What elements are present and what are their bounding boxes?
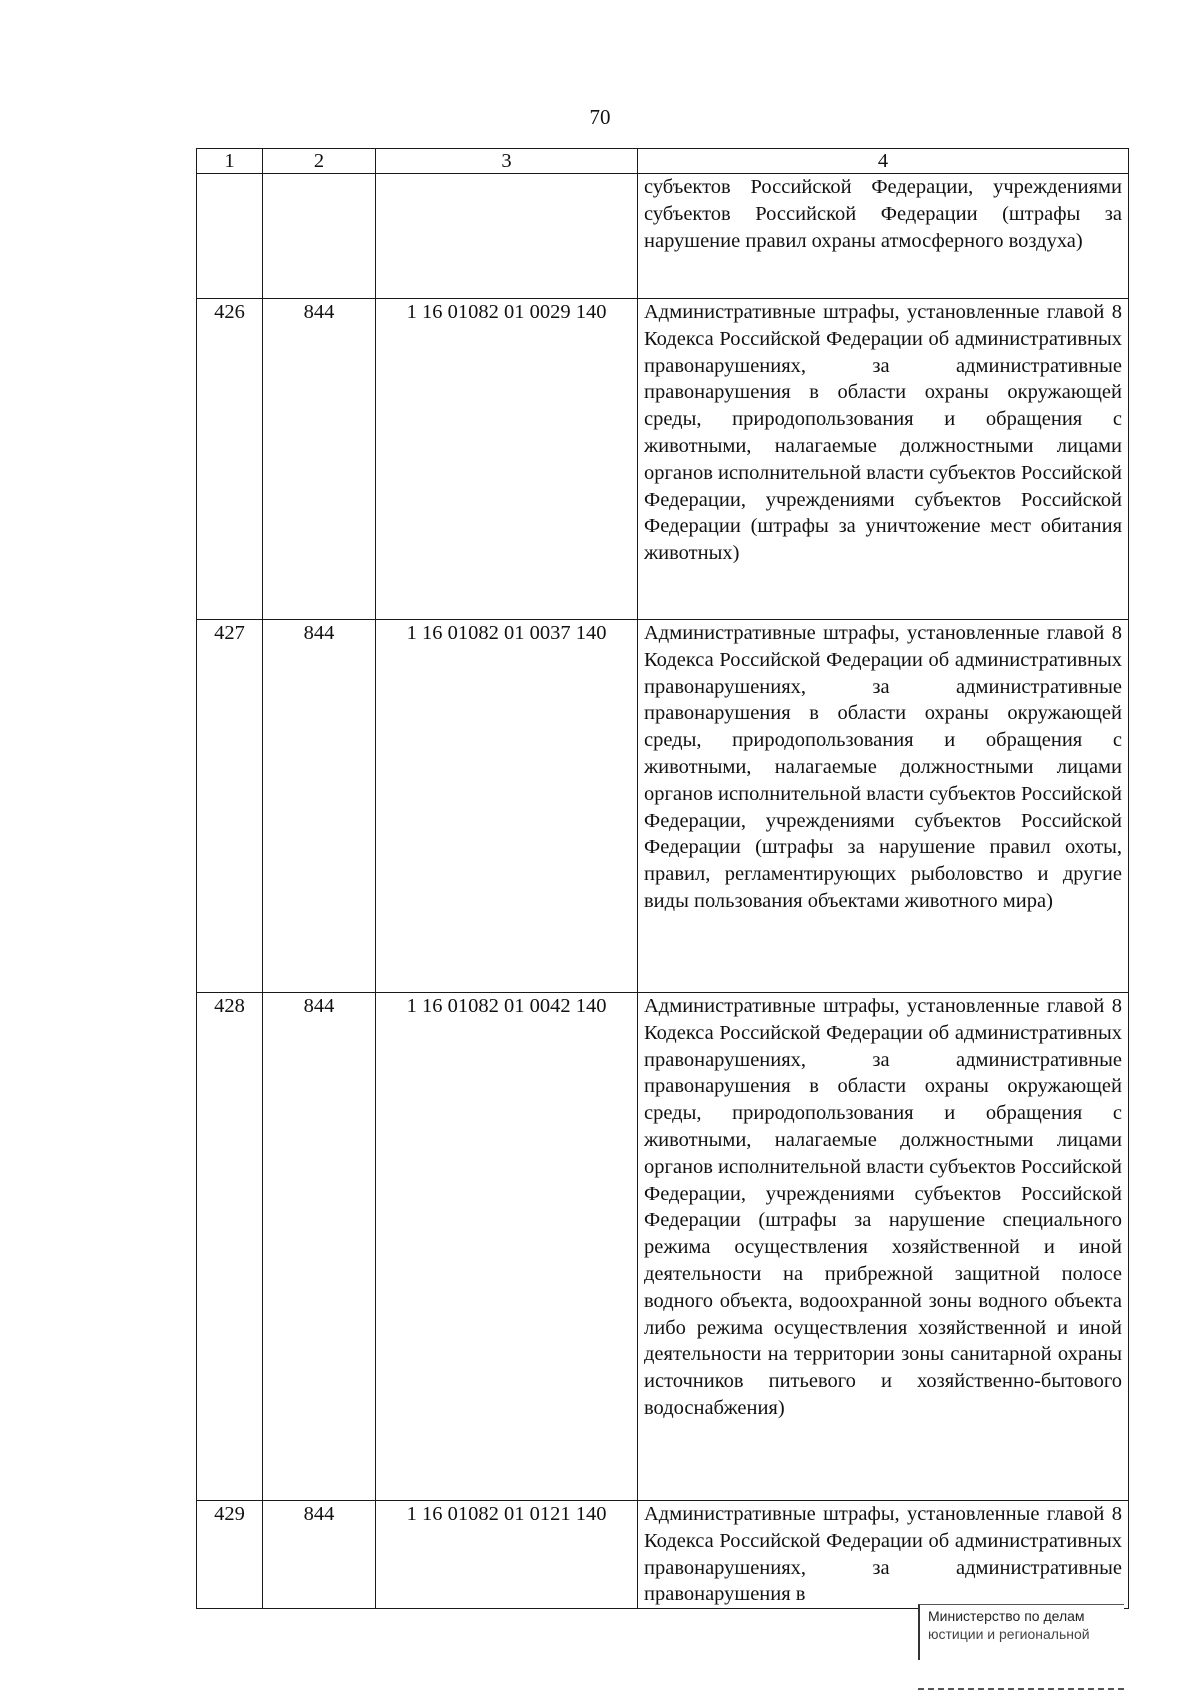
stamp-line-1: Министерство по делам: [928, 1608, 1085, 1624]
description-cell: субъектов Российской Федерации, учреждениями субъектов Российской Федерации (штрафы за нарушение правил охраны атмосферного воздуха): [638, 174, 1129, 299]
table-row: [197, 993, 1129, 1501]
description-cell: Административные штрафы, установленные главой 8 Кодекса Российской Федерации об административных правонарушениях, за административные правонарушения в области охраны окружающей среды, природопользования и обращения с животными, налагаемые должностными лицами органов исполнительной власти субъектов Российской Федерации, учреждениями субъектов Российской Федерации (штрафы за нарушение специального режима осуществления хозяйственной и иной деятельности на прибрежной защитной полосе водного объекта, водоохранной зоны водного объекта либо режима осуществления хозяйственной и иной деятельности на территории зоны санитарной охраны источников питьевого и хозяйственно-бытового водоснабжения): [638, 993, 1129, 1501]
row-number-cell: 427: [197, 620, 263, 993]
admin-code-cell: 844: [263, 620, 376, 993]
admin-code-cell: 844: [263, 1501, 376, 1609]
column-header-3: 3: [376, 149, 638, 174]
ministry-stamp: [918, 1604, 1124, 1660]
description-cell: Административные штрафы, установленные главой 8 Кодекса Российской Федерации об административных правонарушениях, за административные правонарушения в: [638, 1501, 1129, 1609]
document-table: [196, 148, 1129, 1609]
description-cell: Административные штрафы, установленные главой 8 Кодекса Российской Федерации об административных правонарушениях, за административные правонарушения в области охраны окружающей среды, природопользования и обращения с животными, налагаемые должностными лицами органов исполнительной власти субъектов Российской Федерации, учреждениями субъектов Российской Федерации (штрафы за нарушение правил охоты, правил, регламентирующих рыболовство и другие виды пользования объектами животного мира): [638, 620, 1129, 993]
table-row: [197, 1501, 1129, 1609]
row-number-cell: 429: [197, 1501, 263, 1609]
table-header-row: [197, 149, 1129, 174]
column-header-4: 4: [638, 149, 1129, 174]
table-row: [197, 620, 1129, 993]
row-number-cell: 428: [197, 993, 263, 1501]
page-number: 70: [589, 105, 611, 129]
kbk-cell: 1 16 01082 01 0037 140: [376, 620, 638, 993]
kbk-cell: 1 16 01082 01 0121 140: [376, 1501, 638, 1609]
table-row-continuation: [197, 174, 1129, 299]
row-number-cell: 426: [197, 299, 263, 620]
kbk-cell: 1 16 01082 01 0029 140: [376, 299, 638, 620]
admin-code-cell: 844: [263, 299, 376, 620]
column-header-1: 1: [197, 149, 263, 174]
admin-code-cell: [263, 174, 376, 299]
stamp-underline: [918, 1688, 1124, 1690]
stamp-line-2: юстиции и региональной: [928, 1626, 1090, 1642]
row-number-cell: [197, 174, 263, 299]
admin-code-cell: 844: [263, 993, 376, 1501]
column-header-2: 2: [263, 149, 376, 174]
description-cell: Административные штрафы, установленные главой 8 Кодекса Российской Федерации об административных правонарушениях, за административные правонарушения в области охраны окружающей среды, природопользования и обращения с животными, налагаемые должностными лицами органов исполнительной власти субъектов Российской Федерации, учреждениями субъектов Российской Федерации (штрафы за уничтожение мест обитания животных): [638, 299, 1129, 620]
kbk-cell: [376, 174, 638, 299]
table-row: [197, 299, 1129, 620]
kbk-cell: 1 16 01082 01 0042 140: [376, 993, 638, 1501]
